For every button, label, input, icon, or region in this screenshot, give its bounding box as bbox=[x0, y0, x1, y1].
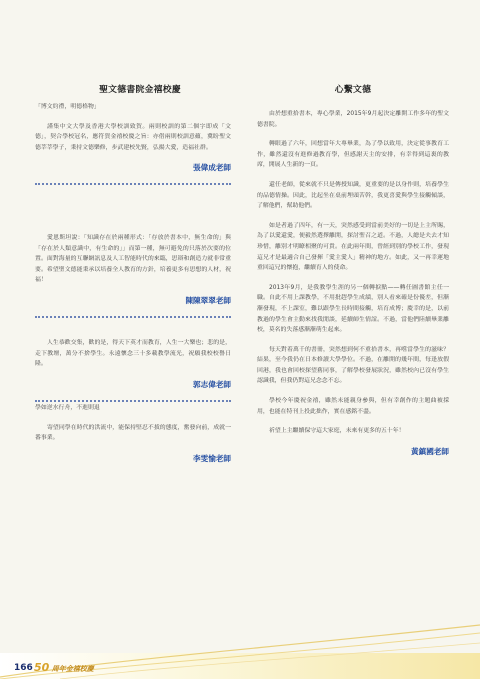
dotted-divider bbox=[35, 400, 231, 402]
message-text: 謹集中文大學及香港大學校訓致賀。兩則校訓的第二個字即成「文德」，契合學校冠名，應符賀金禧校慶之旨：亦借兩則校訓意蘊，冀盼聖文德莘莘學子，秉持文德樂修，步武建校先賢，弘揚大愛，造福社群。 bbox=[35, 123, 231, 151]
message-text: 人生恭歡交集，歡的是，得天下英才而教育，人生一大樂也；悲的是，走下教壇，萬分不捨學生。永遠懷念三十多載教學流光，祝願我校校譽日隆。 bbox=[35, 340, 231, 368]
message-block-1 bbox=[35, 102, 231, 199]
dotted-divider bbox=[35, 183, 231, 185]
message-block-4 bbox=[35, 403, 231, 472]
article-paragraph: 祈望上主繼續保守這大家庭，未來有更多的五十年！ bbox=[269, 428, 405, 435]
article-paragraph: 轉眼過了六年，回想當年大專畢業，為了學以致用，決定從事教育工作，雖然還沒有進修過教育學，但感謝天主的安排，有幸得到這裏的教席，開展人生新的一頁。 bbox=[257, 141, 449, 169]
quote-line: 學如逆水行舟，不進則退 bbox=[35, 405, 100, 411]
left-column bbox=[35, 82, 231, 463]
message-text: 愛恩斯坦說：「知識存在於兩種形式：「存放於書本中，無生命的」與「存在於人類意識中，有生命的」」而第一種，無可避免的只落於次要的位置。面對海量的互聯網訊息及人工智能時代的來臨，思辯和創造力就非常重要。希望聖文德能秉承以培養全人教育的方針，培養更多有思想的人材，祝福！ bbox=[35, 235, 231, 284]
message-text: 寄望同學在時代的洪流中，能保持堅忍不拔的態度，奮發向前，成就一番事業。 bbox=[35, 424, 231, 442]
article-paragraph: 如是者過了四年，有一天，突然感受到當前美好的一切是上主所賜，為了以愛還愛，便毅然選擇離開，探討聖召之道。不過，人總是夫去才知珍惜，離別才明瞭相聚的可貴。在此兩年間，曾經到別的學校工作，發現這兄才是最適合自己發揮「愛主愛人」精神的地方。如此，又一再幸運地重回這兄的懷抱，繼續育人的使命。 bbox=[257, 222, 449, 272]
page-footer bbox=[0, 649, 480, 679]
quote-line: 「博文約禮，明德格物」 bbox=[35, 104, 100, 110]
page-number: 166 bbox=[14, 663, 33, 673]
article-paragraph: 每天對着萬千的書冊，突然想到何不重拾書本，再嚐當學生的滋味？結果，至今我仍在日本修讀大學學位。不過，在離開的幾年間，每逢放假回港，我也會回校探望舊同事，了解學校發展狀況，雖然校內已沒有學生認識我，但我仍對這兄念念不忘。 bbox=[257, 346, 449, 385]
anniversary-number: 50 bbox=[34, 661, 50, 674]
right-column bbox=[257, 82, 449, 465]
signature: 郭志偉老師 bbox=[193, 379, 231, 389]
message-block-2 bbox=[35, 233, 231, 332]
anniversary-text: 周年金禧校慶 bbox=[51, 665, 94, 673]
right-column-title: 心繫文德 bbox=[334, 85, 372, 95]
article-paragraph: 由於想重拾書本，專心學業，2015年9月起決定離開工作多年的聖文德書院。 bbox=[257, 111, 449, 128]
article-paragraph: 2013年9月，是我教學生涯的另一個轉捩點——轉任圖書館主任一職。自此不用上課教學，不用批趕學生成績，別人看來確是份優差，但漸漸發現，不上課室，難以跟學生長時間接觸，培育成博；慶幸的是，以前教過的學生會主動來找我閒談，延續師生情誼。不過，當他們陸續畢業離校，莫名的失落感漸漸萌生起來。 bbox=[257, 284, 449, 334]
signature: 李雯愉老師 bbox=[193, 453, 231, 463]
signature: 張偉成老師 bbox=[193, 163, 231, 173]
signature: 陳陳翠翠老師 bbox=[185, 295, 231, 305]
dotted-divider bbox=[35, 316, 231, 318]
article-paragraph: 還任老師，從來就不只是傳授知識，更重要的是以身作則，培養學生的品德情操。因此，比起坐在桌前埋頭苦幹，我更喜愛與學生接觸傾談，了解他們，幫助他們。 bbox=[257, 181, 449, 210]
signature: 黃鎮國老師 bbox=[411, 446, 449, 456]
left-column-title: 聖文德書院金禧校慶 bbox=[99, 85, 181, 95]
article-paragraph: 學校今年慶祝金禧，雖然未能親身參與，但有幸創作的主題曲被採用，也能在特刊上投此拙作，實在感銘不盡。 bbox=[257, 398, 449, 415]
anniversary-logo bbox=[34, 661, 94, 674]
